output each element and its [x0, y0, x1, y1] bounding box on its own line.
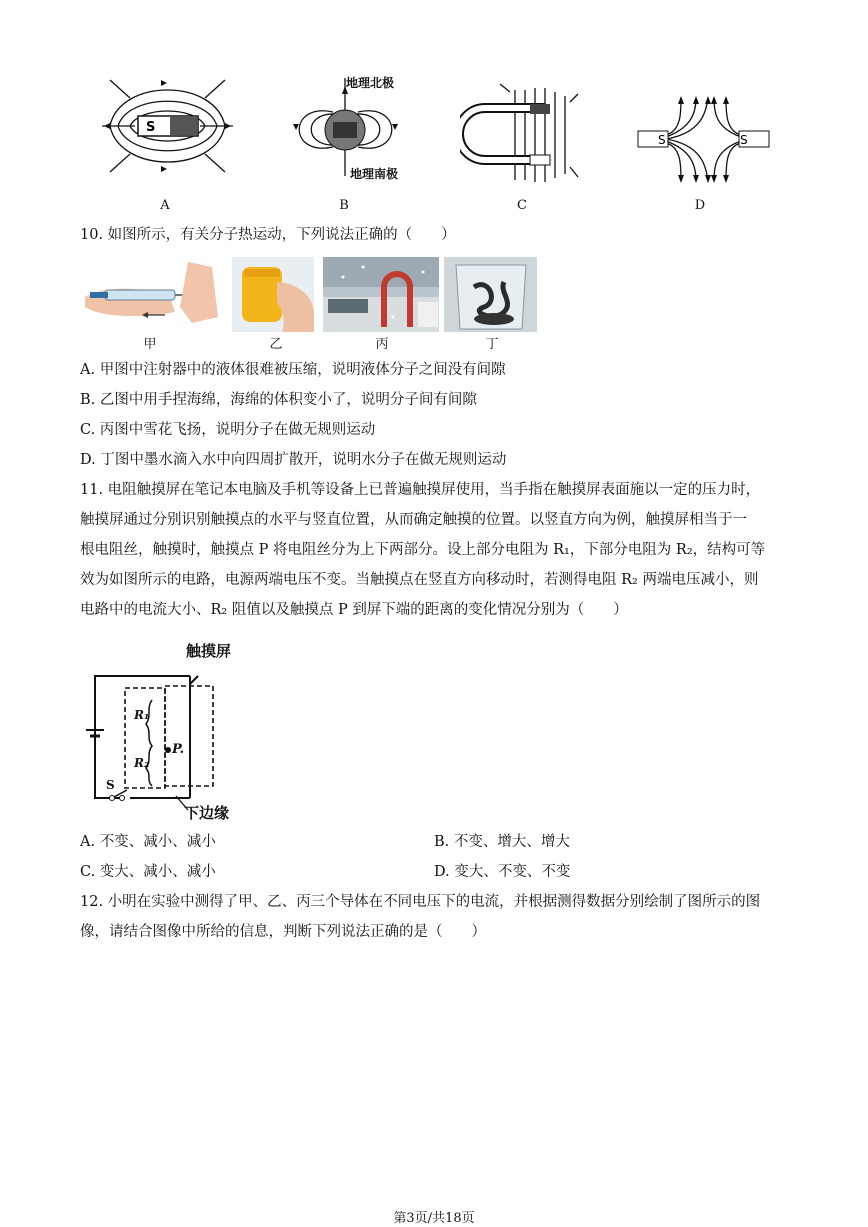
geographic-south-label: 地理南极	[350, 167, 399, 181]
r2-label: R₂	[134, 756, 150, 770]
q10-stem: 10. 如图所示，有关分子热运动，下列说法正确的（ ）	[80, 227, 456, 243]
q11-line-3: 根电阻丝，触摸时，触摸点 P 将电阻丝分为上下两部分。设上部分电阻为 R₁，下部分电阻为 R₂，结构可等	[80, 542, 766, 558]
photo-jia-syringe	[80, 257, 220, 332]
q10-option-c: C. 丙图中雪花飞扬，说明分子在做无规则运动	[80, 422, 376, 438]
figure-c-u-magnet	[460, 82, 580, 187]
q12-line-1: 12. 小明在实验中测得了甲、乙、丙三个导体在不同电压下的电流，并根据测得数据分别绘制了图所示的图	[80, 894, 761, 910]
option-label-a: A	[160, 198, 170, 213]
q11-option-c: C. 变大、减小、减小	[80, 864, 216, 880]
q11-line-5: 电路中的电流大小、R₂ 阻值以及触摸点 P 到屏下端的距离的变化情况分别为（ ）	[80, 602, 628, 618]
q10-option-b: B. 乙图中用手捏海绵，海绵的体积变小了，说明分子间有间隙	[80, 392, 477, 408]
q11-circuit-diagram	[80, 638, 260, 823]
option-label-d: D	[694, 198, 706, 213]
q12-line-2: 像，请结合图像中所给的信息，判断下列说法正确的是（ ）	[80, 924, 486, 940]
option-label-b: B	[339, 198, 349, 213]
figure-a-bar-magnet	[100, 68, 235, 186]
photo-bing-snow	[323, 257, 439, 332]
figure-d-two-s-poles	[636, 93, 771, 185]
geographic-north-label: 地理北极	[346, 76, 395, 90]
q10-option-a: A. 甲图中注射器中的液体很难被压缩，说明液体分子之间没有间隙	[80, 362, 506, 378]
caption-ding: 丁	[485, 337, 499, 352]
caption-jia: 甲	[143, 337, 157, 352]
q11-option-a: A. 不变、减小、减小	[80, 834, 216, 850]
q11-line-2: 触摸屏通过分别识别触摸点的水平与竖直位置，从而确定触摸的位置。以竖直方向为例，触摸屏相当于一	[80, 512, 747, 528]
d-right-s-label: S	[740, 133, 748, 147]
d-left-s-label: S	[658, 133, 666, 147]
bar-s-label: S	[146, 120, 156, 135]
figure-b-earth-magnetism	[288, 72, 403, 187]
page-footer: 第3页/共18页	[393, 1211, 475, 1226]
caption-yi: 乙	[269, 337, 283, 352]
caption-bing: 丙	[375, 337, 389, 352]
r1-label: R₁	[134, 708, 150, 722]
bottom-edge-label: 下边缘	[184, 804, 230, 822]
q10-option-d: D. 丁图中墨水滴入水中向四周扩散开，说明水分子在做无规则运动	[80, 452, 507, 468]
q11-line-1: 11. 电阻触摸屏在笔记本电脑及手机等设备上已普遍触摸屏使用，当手指在触摸屏表面施以一定的压力时，	[80, 482, 761, 498]
touchscreen-label: 触摸屏	[186, 642, 232, 660]
p-label: P.	[172, 742, 185, 757]
photo-yi-sponge	[232, 257, 314, 332]
option-label-c: C	[517, 198, 527, 213]
s-switch-label: S	[106, 778, 115, 792]
q11-option-b: B. 不变、增大、增大	[434, 834, 570, 850]
photo-ding-ink	[444, 257, 537, 332]
q11-option-d: D. 变大、不变、不变	[434, 864, 571, 880]
q11-line-4: 效为如图所示的电路，电源两端电压不变。当触摸点在竖直方向移动时，若测得电阻 R₂ 两端电压减小，则	[80, 572, 759, 588]
